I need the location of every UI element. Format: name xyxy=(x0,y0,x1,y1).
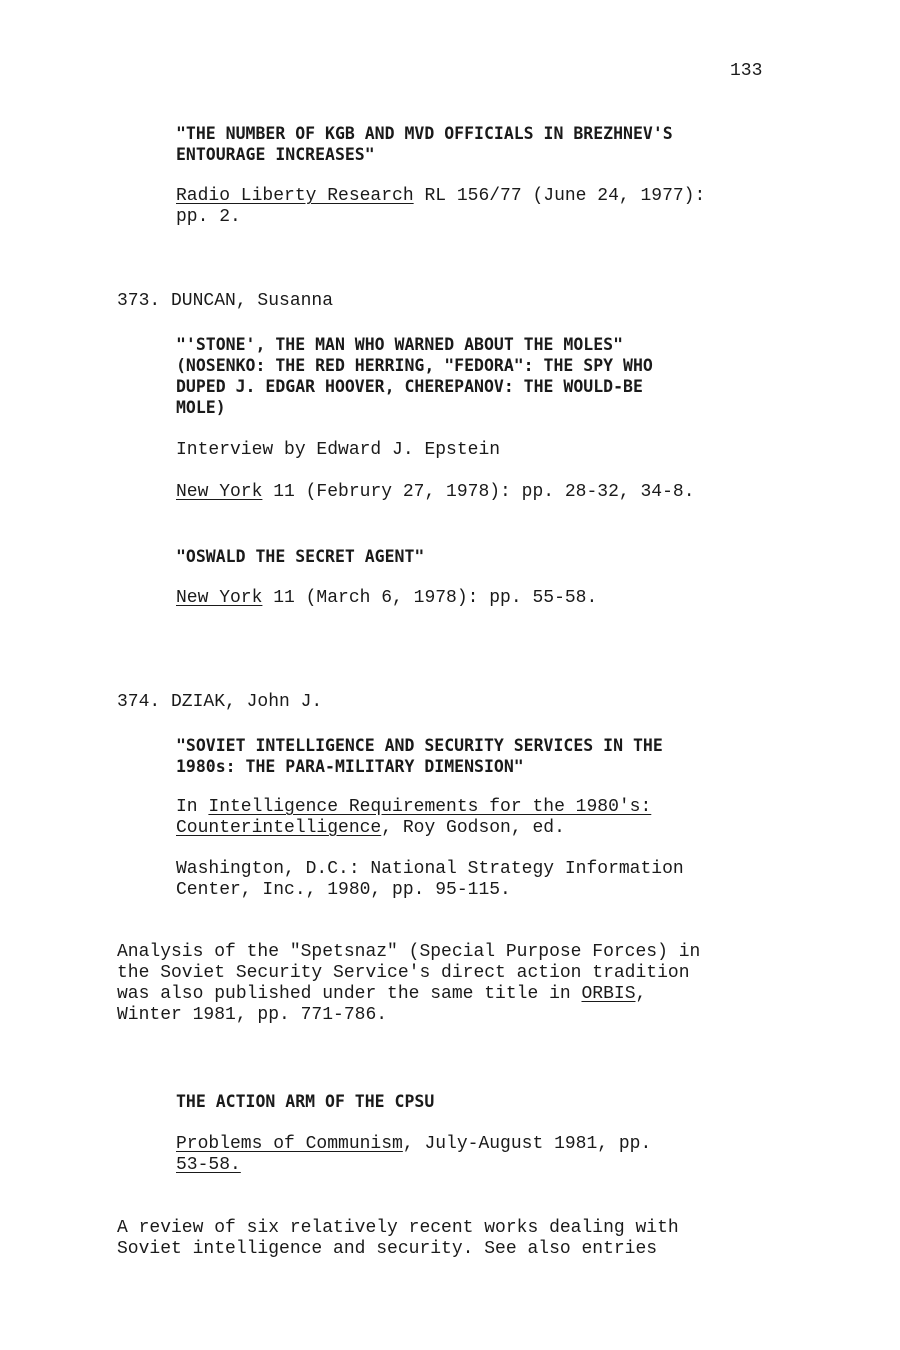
title-line: "'STONE', THE MAN WHO WARNED ABOUT THE MOLES" xyxy=(176,335,624,354)
interview-line: Interview by Edward J. Epstein xyxy=(176,440,501,460)
annotation-line: Soviet intelligence and security. See also entries xyxy=(117,1239,658,1259)
annotation-line: A review of six relatively recent works dealing with xyxy=(117,1218,679,1238)
entry-title: "OSWALD THE SECRET AGENT" xyxy=(176,547,425,566)
source-text: In xyxy=(176,797,209,817)
entry-title: THE ACTION ARM OF THE CPSU xyxy=(176,1092,435,1111)
publication-title: Radio Liberty Research xyxy=(176,186,414,206)
title-line: 1980s: THE PARA-MILITARY DIMENSION" xyxy=(176,757,524,776)
publication-title: Counterintelligence xyxy=(176,818,382,838)
publication-title: ORBIS xyxy=(581,984,636,1004)
entry-source xyxy=(176,797,651,839)
annotation-line: was also published under the same title in xyxy=(117,984,582,1004)
annotation-paragraph xyxy=(117,942,700,1026)
publication-title: New York xyxy=(176,482,263,502)
source-text: RL 156/77 (June 24, 1977): xyxy=(413,186,706,206)
source-text: pp. 2. xyxy=(176,207,241,227)
page-number: 133 xyxy=(730,61,763,81)
annotation-paragraph xyxy=(117,1218,679,1260)
publication-title: 53-58. xyxy=(176,1155,241,1175)
entry-title xyxy=(176,123,673,165)
source-text: , Roy Godson, ed. xyxy=(381,818,565,838)
entry-source xyxy=(176,1134,651,1176)
annotation-line: Analysis of the "Spetsnaz" (Special Purpose Forces) in xyxy=(117,942,701,962)
title-line: "SOVIET INTELLIGENCE AND SECURITY SERVICES IN THE xyxy=(176,736,663,755)
publisher-info xyxy=(176,859,684,901)
publisher-line: Washington, D.C.: National Strategy Information xyxy=(176,859,684,879)
title-line: ENTOURAGE INCREASES" xyxy=(176,145,375,164)
entry-heading-374: 374. DZIAK, John J. xyxy=(117,692,323,712)
publication-title: New York xyxy=(176,588,263,608)
publisher-line: Center, Inc., 1980, pp. 95-115. xyxy=(176,880,511,900)
entry-title xyxy=(176,735,663,777)
entry-source xyxy=(176,186,705,228)
source-text: 11 (Februry 27, 1978): pp. 28-32, 34-8. xyxy=(262,482,695,502)
entry-title xyxy=(176,334,653,418)
annotation-line: the Soviet Security Service's direct action tradition xyxy=(117,963,690,983)
entry-source xyxy=(176,482,695,503)
title-line: (NOSENKO: THE RED HERRING, "FEDORA": THE SPY WHO xyxy=(176,356,653,375)
publication-title: Intelligence Requirements for the 1980's: xyxy=(208,797,652,817)
annotation-line: Winter 1981, pp. 771-786. xyxy=(117,1005,388,1025)
title-line: MOLE) xyxy=(176,398,226,417)
title-line: "THE NUMBER OF KGB AND MVD OFFICIALS IN BREZHNEV'S xyxy=(176,124,673,143)
entry-heading-373: 373. DUNCAN, Susanna xyxy=(117,291,334,311)
publication-title: Problems of Communism xyxy=(176,1134,403,1154)
source-text: 11 (March 6, 1978): pp. 55-58. xyxy=(262,588,598,608)
title-line: DUPED J. EDGAR HOOVER, CHEREPANOV: THE WOULD-BE xyxy=(176,377,643,396)
annotation-line: , xyxy=(635,984,647,1004)
source-text: , July-August 1981, pp. xyxy=(402,1134,652,1154)
entry-source xyxy=(176,588,597,609)
